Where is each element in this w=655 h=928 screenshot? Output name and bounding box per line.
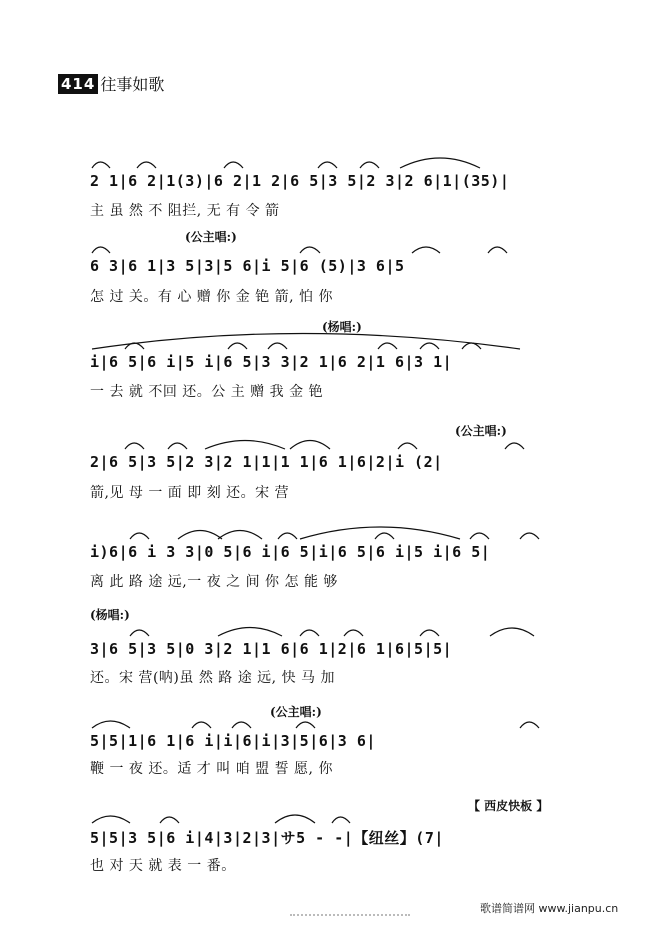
role-label-7: (公主唱:) (270, 705, 322, 719)
lyric-line-4: 箭,见 母 一 面 即 刻 还。宋 营 (90, 485, 290, 501)
role-label-4: (公主唱:) (455, 424, 507, 438)
notation-line-8: 5|5|3 5|6 i|4|3|2|3|サ5 - -|【纽丝】(7| (90, 829, 444, 847)
book-title: 往事如歌 (100, 75, 165, 94)
page-number: 414 (58, 74, 98, 94)
tempo-marker-xipi: 【 西皮快板 】 (468, 799, 549, 813)
lyric-line-2: 怎 过 关。有 心 赠 你 金 铯 箭, 怕 你 (90, 289, 333, 305)
bottom-dots (290, 914, 410, 916)
lyric-line-3: 一 去 就 不回 还。公 主 赠 我 金 铯 (90, 384, 324, 400)
top-edge-marks (555, 0, 625, 6)
role-label-6: (杨唱:) (90, 608, 130, 622)
watermark: 歌谱简谱网 www.jianpu.cn (480, 902, 619, 915)
lyric-line-1: 主 虽 然 不 阻拦, 无 有 令 箭 (90, 203, 280, 219)
lyric-line-5: 离 此 路 途 远,一 夜 之 间 你 怎 能 够 (90, 574, 338, 590)
page-header (58, 72, 164, 95)
notation-line-6: 3|6 5|3 5|0 3|2 1|1 6|6 1|2|6 1|6|5|5| (90, 640, 453, 658)
notation-line-2: 6 3|6 1|3 5|3|5 6|i 5|6 (5)|3 6|5 (90, 257, 405, 275)
notation-line-1: 2 1|6 2|1(3)|6 2|1 2|6 5|3 5|2 3|2 6|1|(35)| (90, 172, 510, 190)
notation-line-4: 2|6 5|3 5|2 3|2 1|1|1 1|6 1|6|2|i (2| (90, 453, 443, 471)
notation-line-3: i|6 5|6 i|5 i|6 5|3 3|2 1|6 2|1 6|3 1| (90, 353, 453, 371)
lyric-line-7: 鞭 一 夜 还。适 才 叫 咱 盟 誓 愿, 你 (90, 761, 333, 777)
lyric-line-8: 也 对 天 就 表 一 番。 (90, 858, 236, 874)
role-label-3: (杨唱:) (322, 320, 362, 334)
notation-line-7: 5|5|1|6 1|6 i|i|6|i|3|5|6|3 6| (90, 732, 376, 750)
notation-line-5: i)6|6 i 3 3|0 5|6 i|6 5|i|6 5|6 i|5 i|6 5| (90, 543, 491, 561)
lyric-line-6: 还。宋 营(呐)虽 然 路 途 远, 快 马 加 (90, 670, 335, 686)
role-label-2: (公主唱:) (185, 230, 237, 244)
